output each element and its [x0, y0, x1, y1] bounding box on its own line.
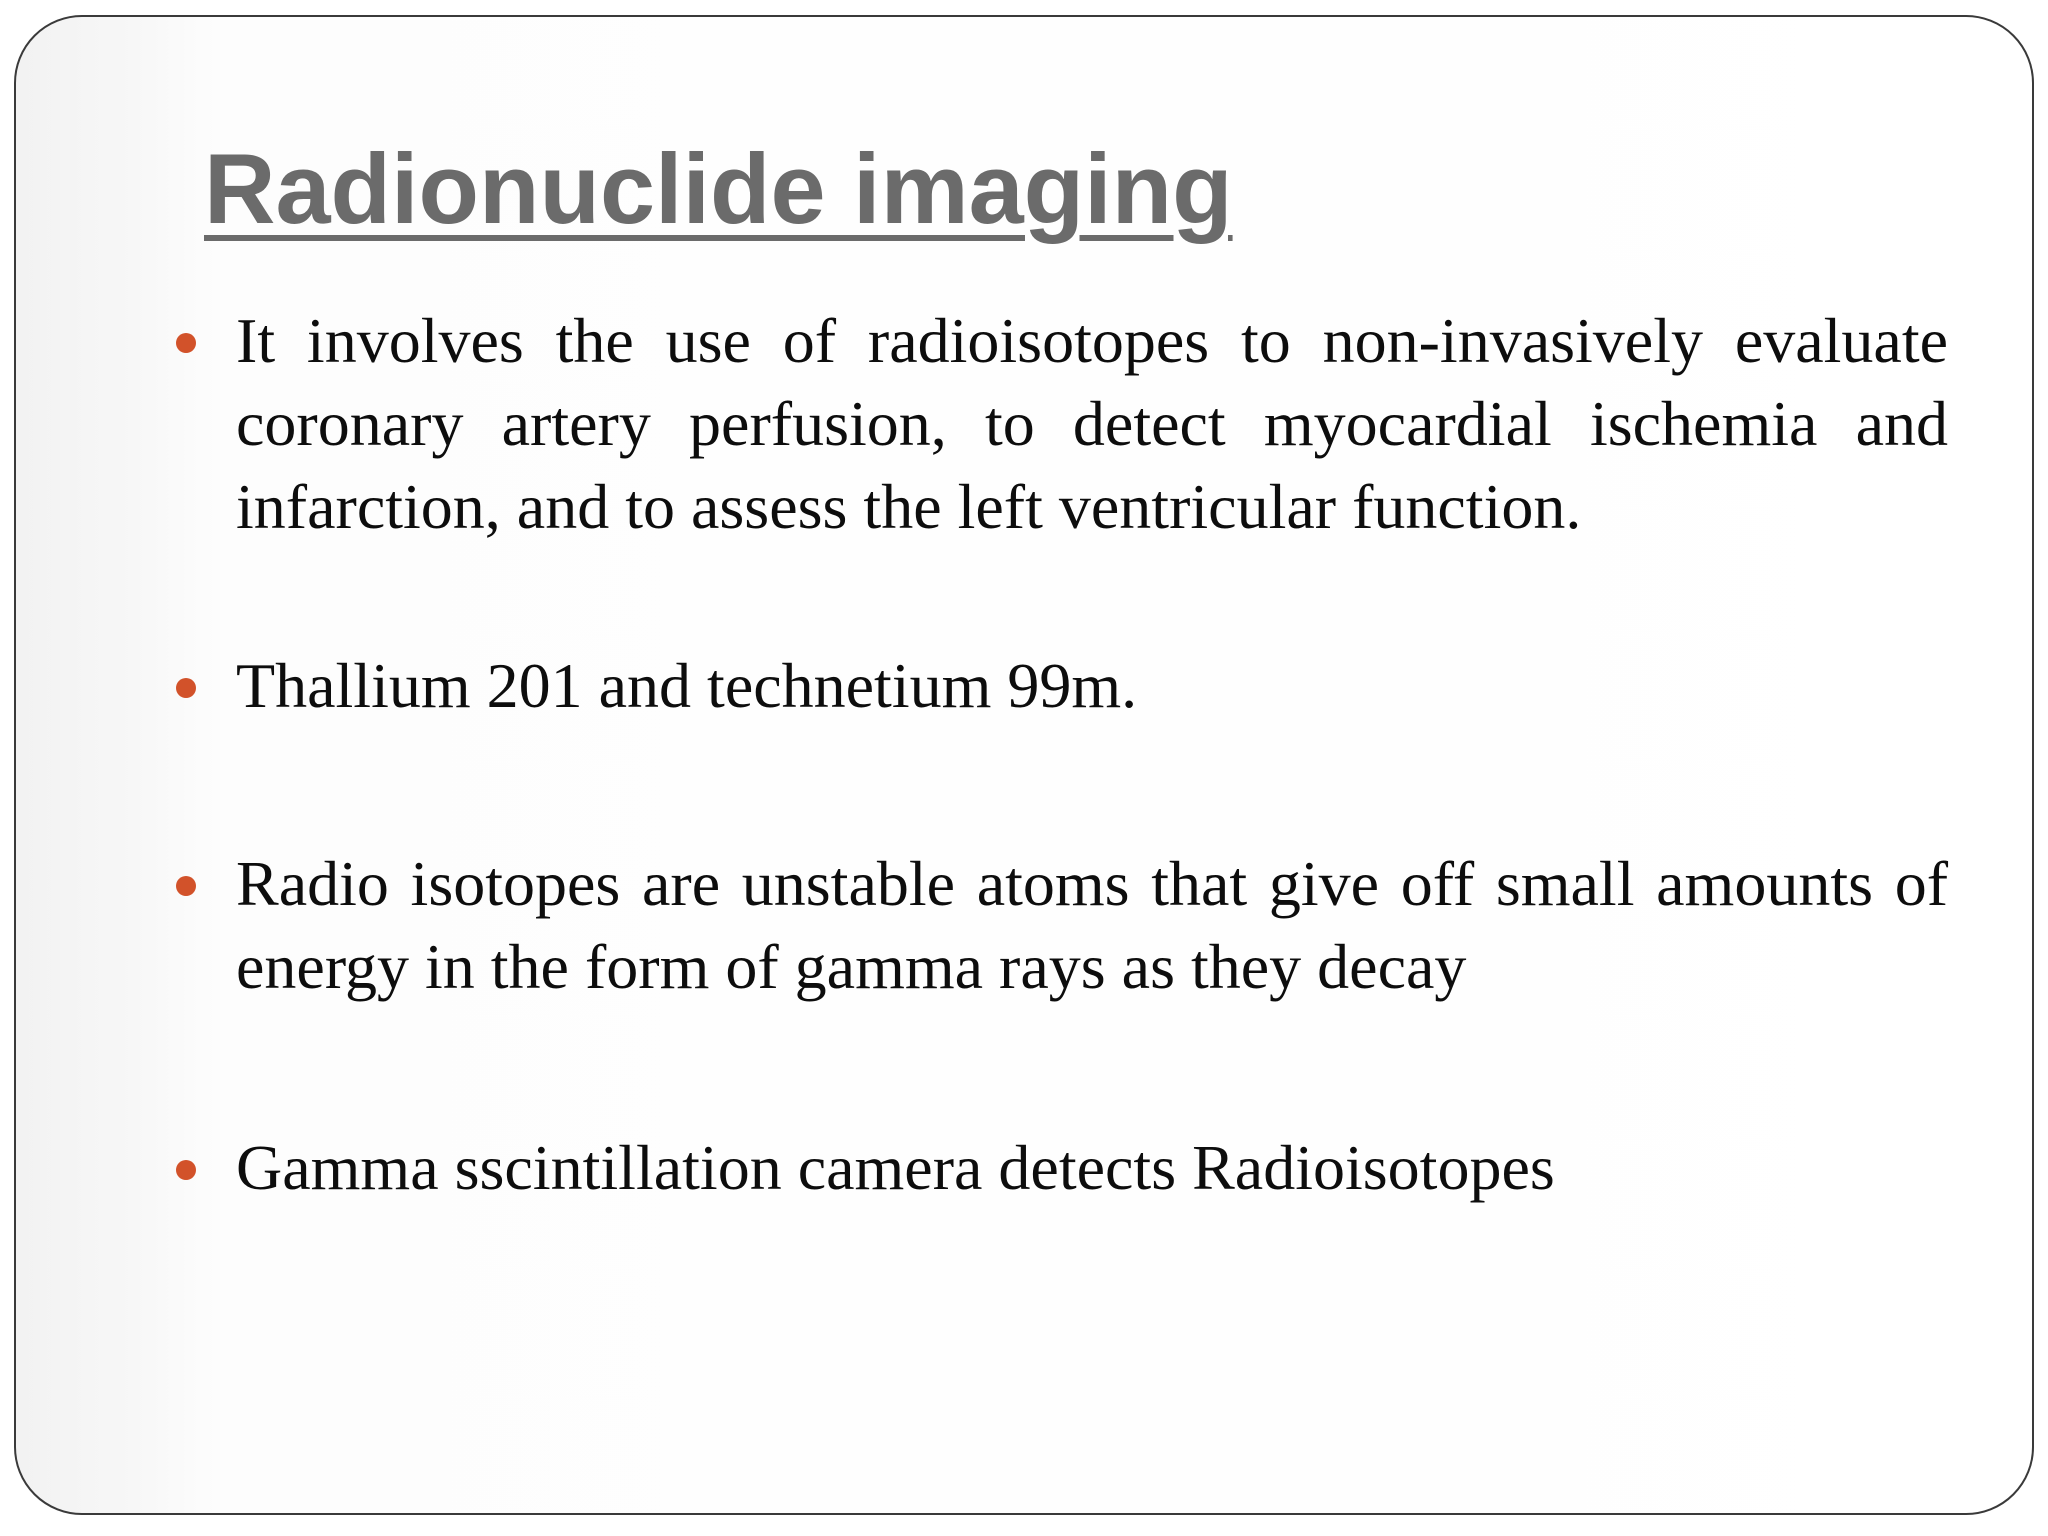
bullet-item	[236, 299, 1948, 548]
bullet-dot-icon	[176, 876, 196, 896]
slide-title: Radionuclide imaging	[204, 133, 1233, 244]
bullet-text: Radio isotopes are unstable atoms that give off small amounts of energy in the form of gamma rays as they decay	[236, 848, 1948, 1002]
bullet-list	[236, 299, 1948, 1209]
bullet-item	[236, 644, 1948, 727]
bullet-item	[236, 842, 1948, 1008]
bullet-text: Thallium 201 and technetium 99m.	[236, 650, 1138, 721]
bullet-dot-icon	[176, 678, 196, 698]
bullet-dot-icon	[176, 333, 196, 353]
bullet-text: Gamma sscintillation camera detects Radioisotopes	[236, 1132, 1555, 1203]
bullet-text: It involves the use of radioisotopes to non-invasively evaluate coronary artery perfusion, to detect myocardial ischemia and infarction, and to assess the left ventricular function.	[236, 305, 1948, 542]
bullet-dot-icon	[176, 1160, 196, 1180]
bullet-item	[236, 1126, 1948, 1209]
slide-frame	[14, 15, 2034, 1515]
